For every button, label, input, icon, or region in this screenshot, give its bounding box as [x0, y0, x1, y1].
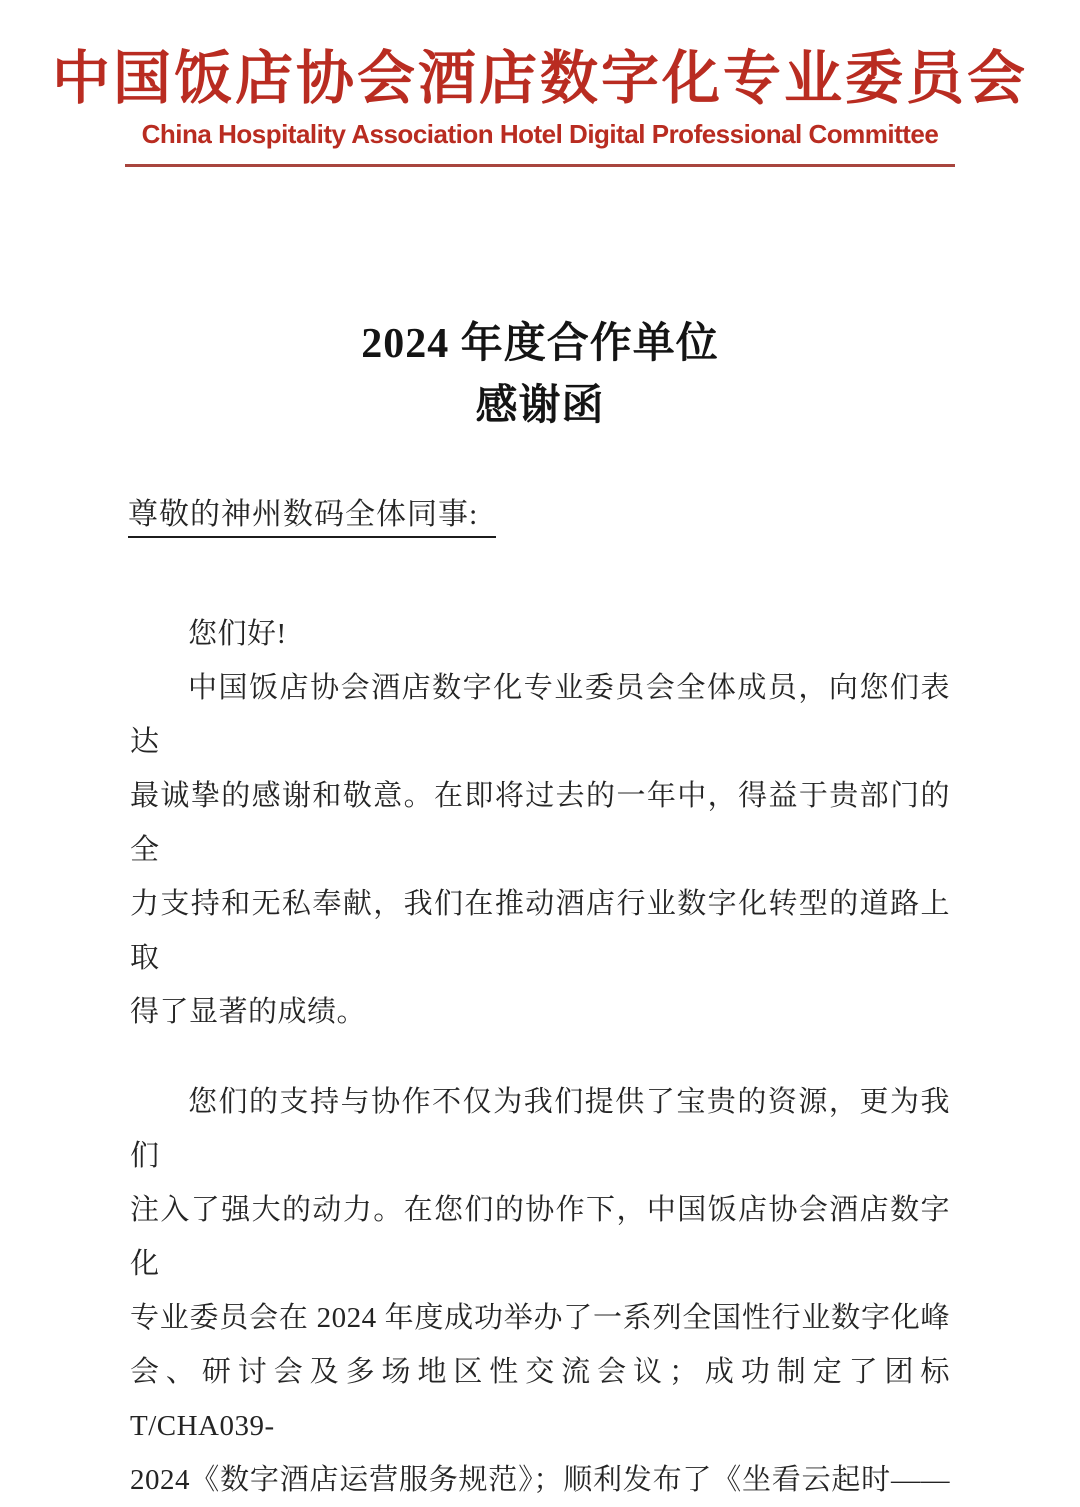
body-line: 会、研讨会及多场地区性交流会议；成功制定了团标 T/CHA039- [130, 1356, 950, 1442]
letterhead-divider-rule [125, 164, 955, 167]
paragraph-1 [130, 661, 950, 1039]
body-line: 最诚挚的感谢和敬意。在即将过去的一年中，得益于贵部门的全 [130, 780, 950, 866]
body-line: 得了显著的成绩。 [130, 996, 367, 1028]
letterhead-title-english: China Hospitality Association Hotel Digital Professional Committee [141, 119, 939, 149]
document-title-line-2: 感谢函 [475, 383, 605, 429]
paragraph-2 [130, 1075, 950, 1507]
body-line: 您们的支持与协作不仅为我们提供了宝贵的资源，更为我们 [130, 1086, 950, 1172]
salutation-text: 尊敬的神州数码全体同事: [128, 496, 496, 538]
document-title [0, 313, 1080, 437]
greeting-line: 您们好! [188, 618, 287, 650]
body-line: 中国饭店协会酒店数字化专业委员会全体成员，向您们表达 [130, 672, 950, 758]
body-line: 注入了强大的动力。在您们的协作下，中国饭店协会酒店数字化 [130, 1194, 950, 1280]
body-line: 力支持和无私奉献，我们在推动酒店行业数字化转型的道路上取 [130, 888, 950, 974]
letterhead-title-chinese: 中国饭店协会酒店数字化专业委员会 [51, 46, 1028, 111]
body-line: 2024《数字酒店运营服务规范》；顺利发布了《坐看云起时—— [130, 1464, 950, 1496]
body-line: 专业委员会在 2024 年度成功举办了一系列全国性行业数字化峰 [130, 1302, 950, 1334]
salutation [128, 496, 1080, 538]
letterhead [0, 0, 1080, 167]
letter-body [130, 607, 950, 1507]
document-title-line-1: 2024 年度合作单位 [361, 321, 719, 367]
